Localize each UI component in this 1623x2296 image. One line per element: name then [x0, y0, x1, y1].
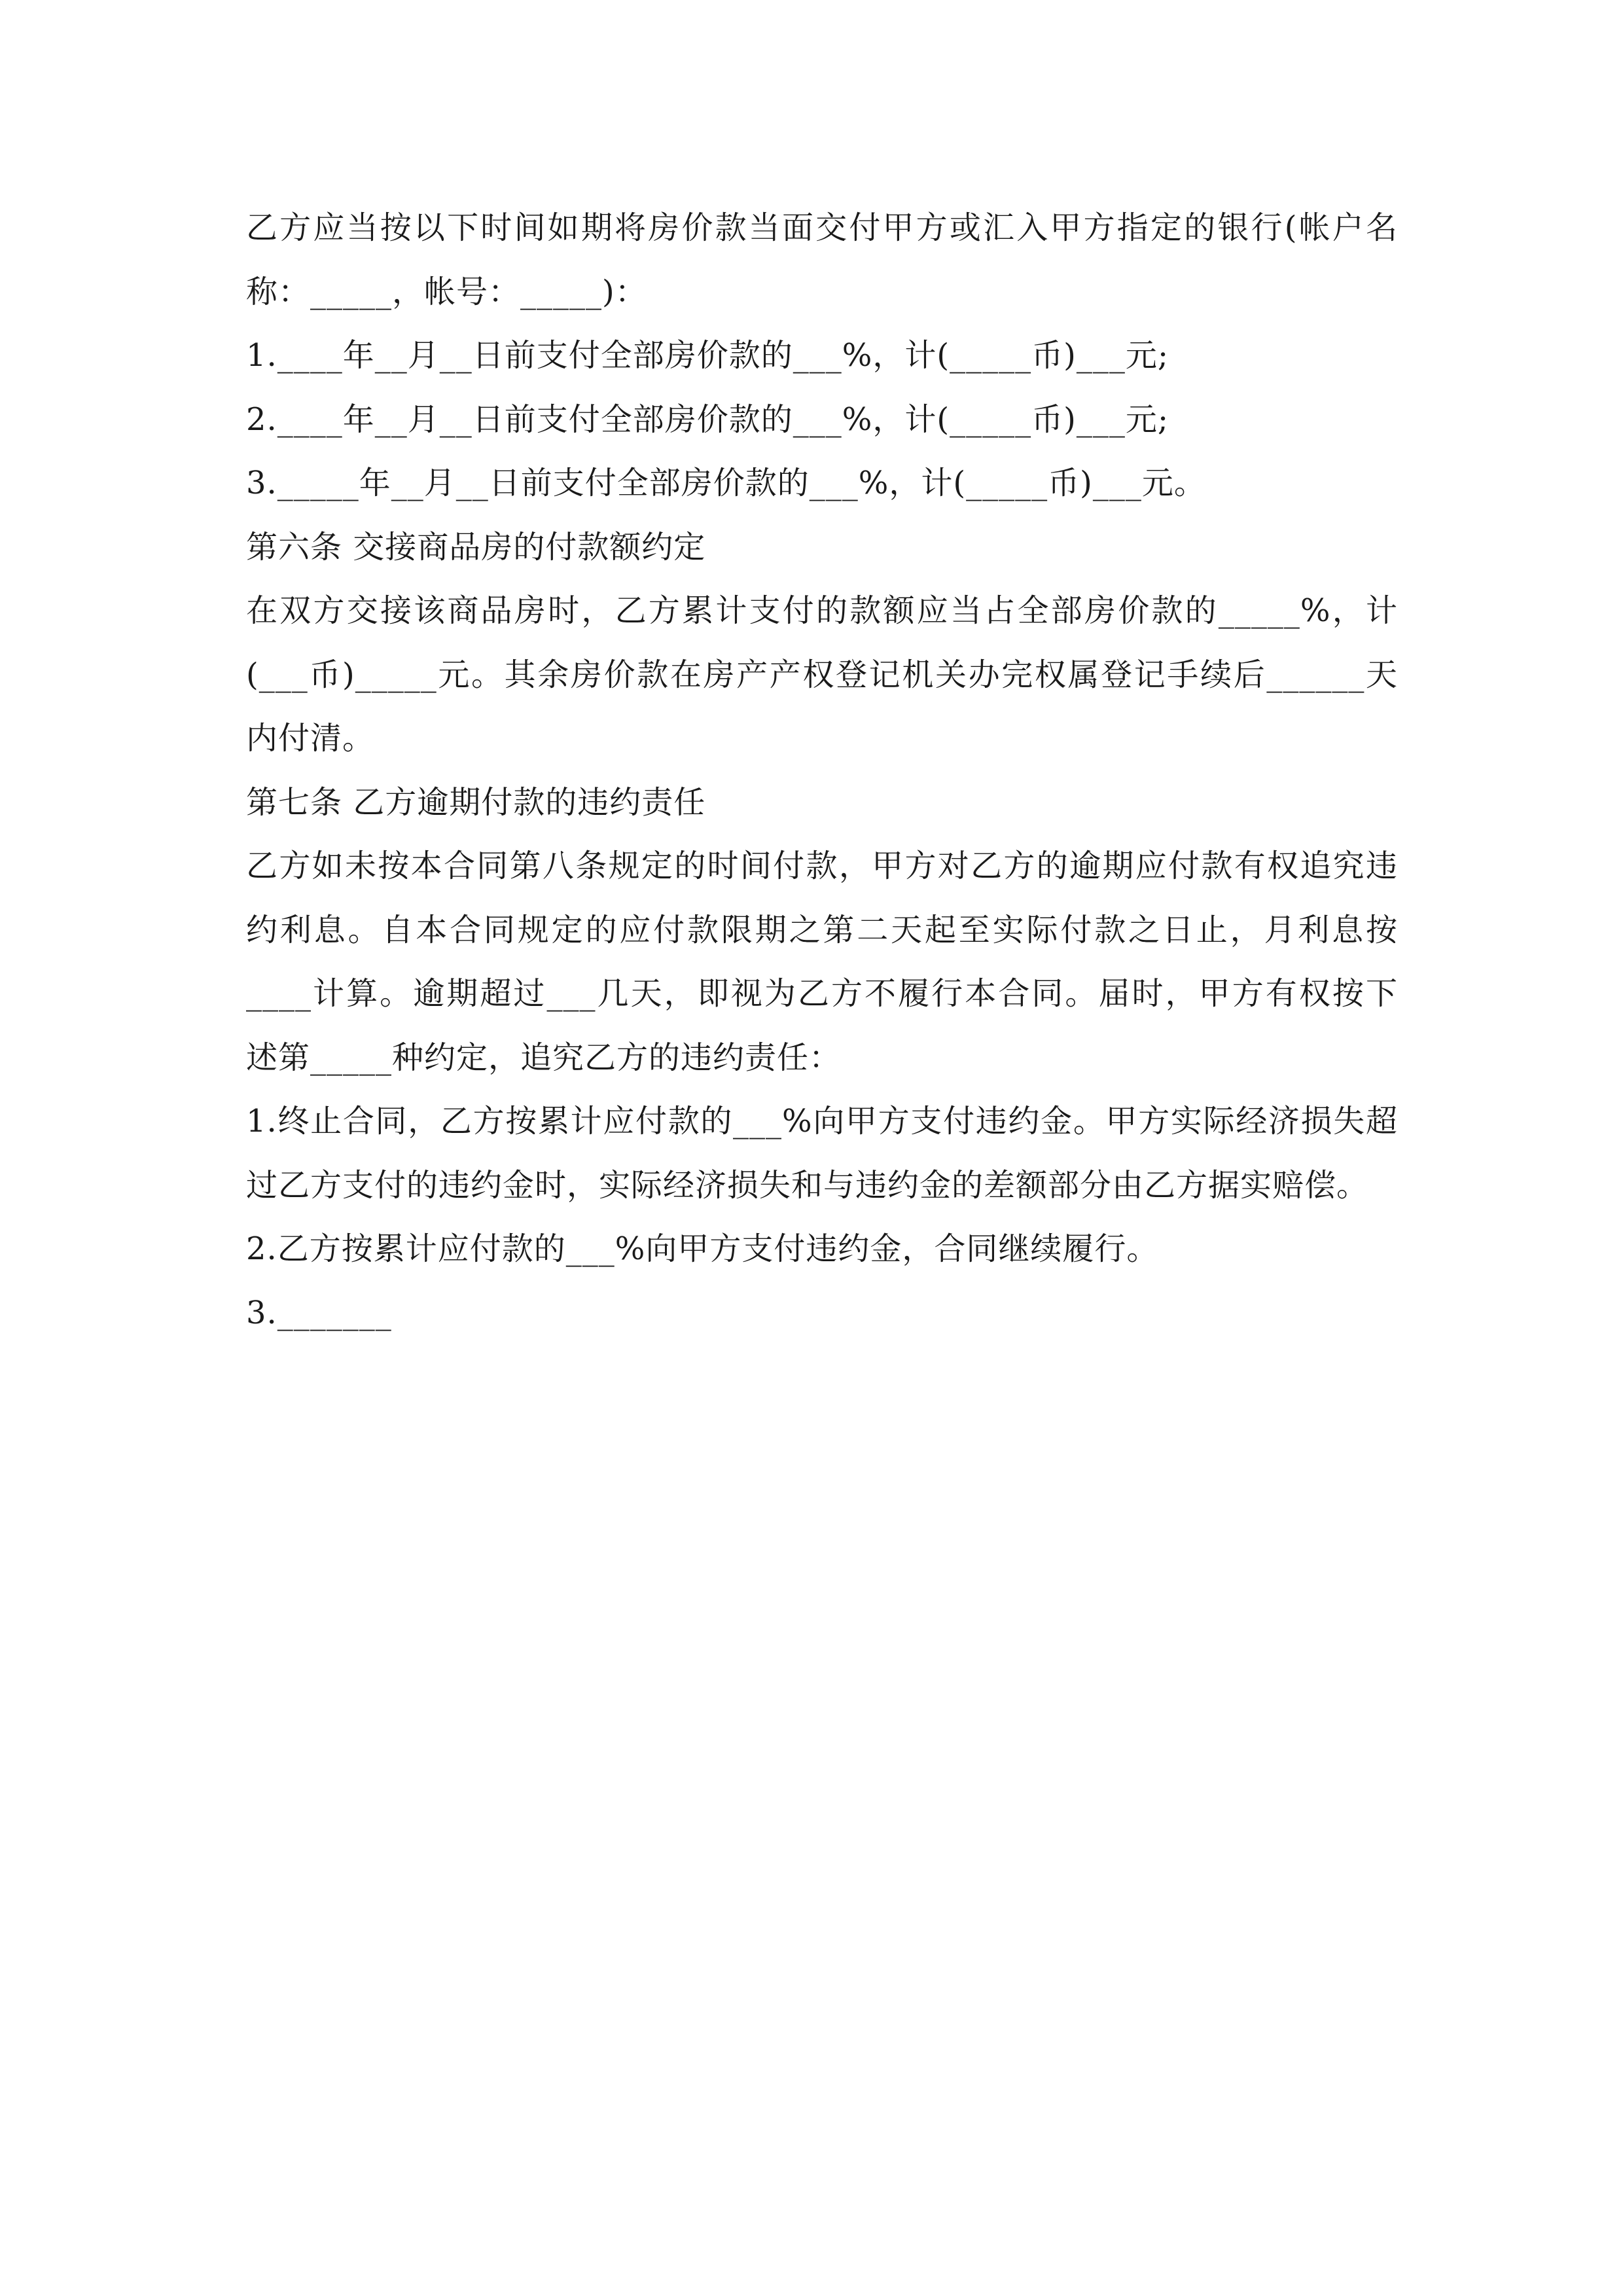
payment-item-3: 3._____年__月__日前支付全部房价款的___%，计(_____币)___元。 — [246, 465, 1206, 501]
penalty-item-1-line-1: 1.终止合同，乙方按累计应付款的___%向甲方支付违约金。甲方实际经济损失超 — [246, 1103, 1398, 1139]
article-7-line-4: 述第_____种约定，追究乙方的违约责任： — [246, 1039, 842, 1076]
article-7-line-3: ____计算。逾期超过___几天，即视为乙方不履行本合同。届时，甲方有权按下 — [246, 975, 1398, 1012]
article-6-line-3: 内付清。 — [246, 720, 375, 757]
paragraph-line-1: 乙方应当按以下时间如期将房价款当面交付甲方或汇入甲方指定的银行(帐户名 — [246, 209, 1398, 246]
document-page — [246, 196, 1398, 1345]
paragraph-line-2: 称：_____，帐号：_____)： — [246, 273, 647, 310]
penalty-item-2: 2.乙方按累计应付款的___%向甲方支付违约金，合同继续履行。 — [246, 1230, 1159, 1267]
article-7-line-1: 乙方如未按本合同第八条规定的时间付款，甲方对乙方的逾期应付款有权追究违 — [246, 848, 1398, 884]
article-6-line-2: (___币)_____元。其余房价款在房产产权登记机关办完权属登记手续后______天 — [246, 656, 1398, 693]
penalty-item-1-line-2: 过乙方支付的违约金时，实际经济损失和与违约金的差额部分由乙方据实赔偿。 — [246, 1166, 1369, 1204]
article-6-line-1: 在双方交接该商品房时，乙方累计支付的款额应当占全部房价款的_____%，计 — [246, 592, 1398, 629]
payment-item-1: 1.____年__月__日前支付全部房价款的___%，计(_____币)___元; — [246, 337, 1169, 374]
penalty-item-3: 3._______ — [246, 1294, 392, 1331]
article-7-line-2: 约利息。自本合同规定的应付款限期之第二天起至实际付款之日止，月利息按 — [246, 911, 1398, 948]
article-7-heading: 第七条 乙方逾期付款的违约责任 — [246, 783, 706, 821]
payment-item-2: 2.____年__月__日前支付全部房价款的___%，计(_____币)___元; — [246, 401, 1169, 438]
article-6-heading: 第六条 交接商品房的付款额约定 — [246, 528, 706, 565]
